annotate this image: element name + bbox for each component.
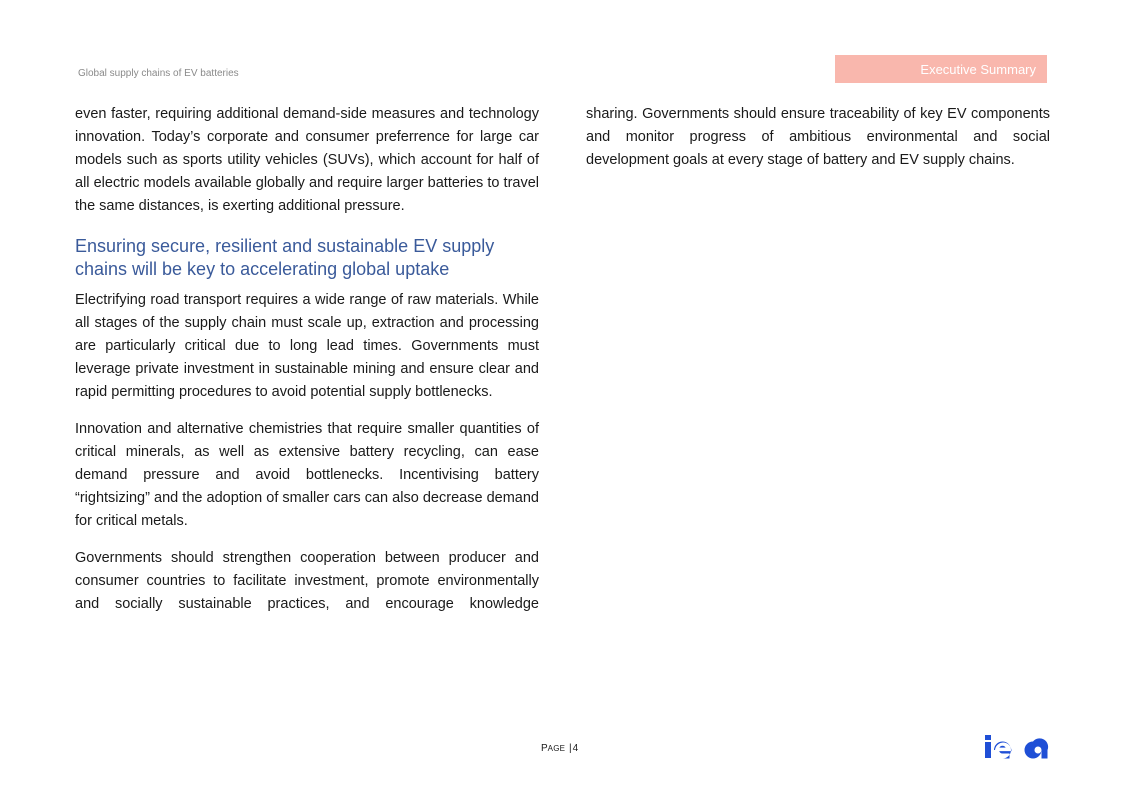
right-column — [586, 103, 1050, 172]
paragraph: sharing. Governments should ensure traceability of key EV components and monitor progress of ambitious environmental and social development goals at every stage of battery and EV supply chains. — [586, 106, 1050, 168]
page-separator: | — [568, 743, 572, 754]
page-number-value: 4 — [572, 743, 579, 754]
document-title: Global supply chains of EV batteries — [78, 68, 239, 79]
paragraph: Governments should strengthen cooperation between producer and consumer countries to facilitate investment, promote environmentally and socially sustainable practices, and encourage knowledge — [75, 550, 539, 612]
iea-logo-graphic — [985, 733, 1049, 761]
page-label-initial: P — [541, 743, 548, 754]
iea-logo-icon — [985, 733, 1049, 766]
page-number — [541, 743, 578, 754]
paragraph: Innovation and alternative chemistries that require smaller quantities of critical minerals, as well as extensive battery recycling, can ease demand pressure and avoid bottlenecks. Incentivising battery “rightsizing” and the adoption of smaller cars can also decrease demand for critical metals. — [75, 421, 539, 529]
left-column — [75, 103, 539, 616]
paragraph: Electrifying road transport requires a wide range of raw materials. While all stages of the supply chain must scale up, extraction and processing are particularly critical due to long lead times. Governments must leverage private investment in sustainable mining and ensure clear and rapid permitting procedures to avoid potential supply bottlenecks. — [75, 292, 539, 400]
section-heading: Ensuring secure, resilient and sustainable EV supply chains will be key to accelerating global uptake — [75, 236, 495, 279]
section-tab: Executive Summary — [835, 55, 1047, 83]
paragraph: even faster, requiring additional demand-side measures and technology innovation. Today’s corporate and consumer preferrence for large car models such as sports utility vehicles (SUVs), which account for half of all electric models available globally and require larger batteries to travel the same distances, is exerting additional pressure. — [75, 106, 539, 214]
page-label-rest: AGE — [547, 744, 566, 753]
